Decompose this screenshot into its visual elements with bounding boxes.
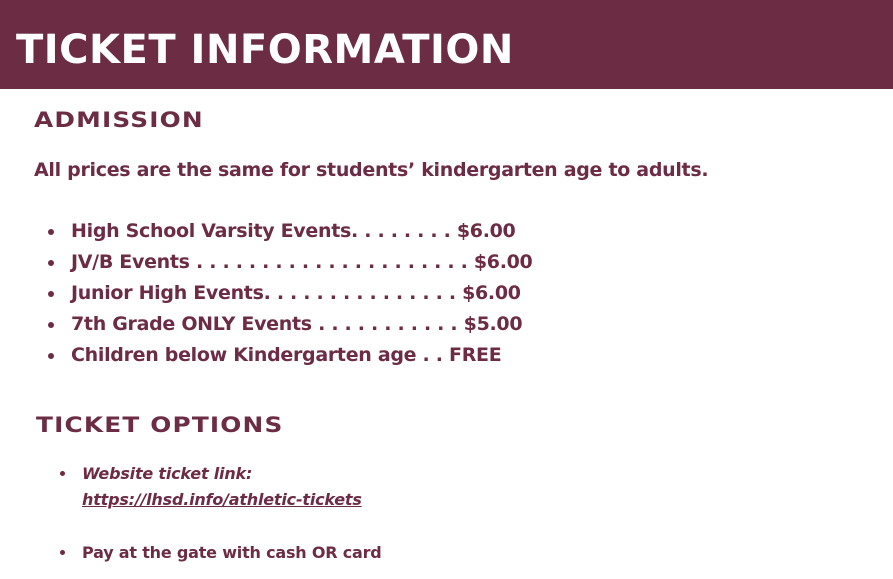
bullet-icon (48, 291, 54, 297)
admission-price-list (48, 216, 532, 371)
price-item-7th-grade: 7th Grade ONLY Events . . . . . . . . . . . $5.00 (71, 313, 523, 335)
list-item (48, 278, 532, 309)
list-item (48, 216, 532, 247)
bullet-icon (48, 353, 54, 359)
ticket-options-list (60, 461, 382, 566)
bullet-icon (48, 229, 54, 235)
website-option (82, 461, 362, 513)
price-item-jvb: JV/B Events . . . . . . . . . . . . . . . . . . . . . $6.00 (71, 251, 533, 273)
bullet-icon (48, 260, 54, 266)
price-item-children: Children below Kindergarten age . . FREE (71, 344, 502, 366)
gate-payment-option: Pay at the gate with cash OR card (82, 543, 382, 562)
list-item (60, 540, 382, 566)
ticket-options-heading: TICKET OPTIONS (36, 413, 284, 437)
price-item-junior-high: Junior High Events. . . . . . . . . . . . . . . $6.00 (71, 282, 521, 304)
bullet-icon (48, 322, 54, 328)
header-banner (0, 0, 893, 89)
list-item (48, 309, 532, 340)
page-title: TICKET INFORMATION (16, 27, 514, 73)
bullet-icon (60, 550, 65, 555)
admission-intro: All prices are the same for students’ kindergarten age to adults. (34, 159, 709, 181)
list-item (48, 340, 532, 371)
list-item (60, 461, 382, 513)
bullet-icon (60, 471, 65, 476)
website-ticket-link[interactable]: https://lhsd.info/athletic-tickets (82, 490, 362, 509)
list-item (48, 247, 532, 278)
price-item-varsity: High School Varsity Events. . . . . . . . $6.00 (71, 220, 516, 242)
website-ticket-label: Website ticket link: (82, 464, 253, 483)
admission-heading: ADMISSION (34, 108, 204, 132)
